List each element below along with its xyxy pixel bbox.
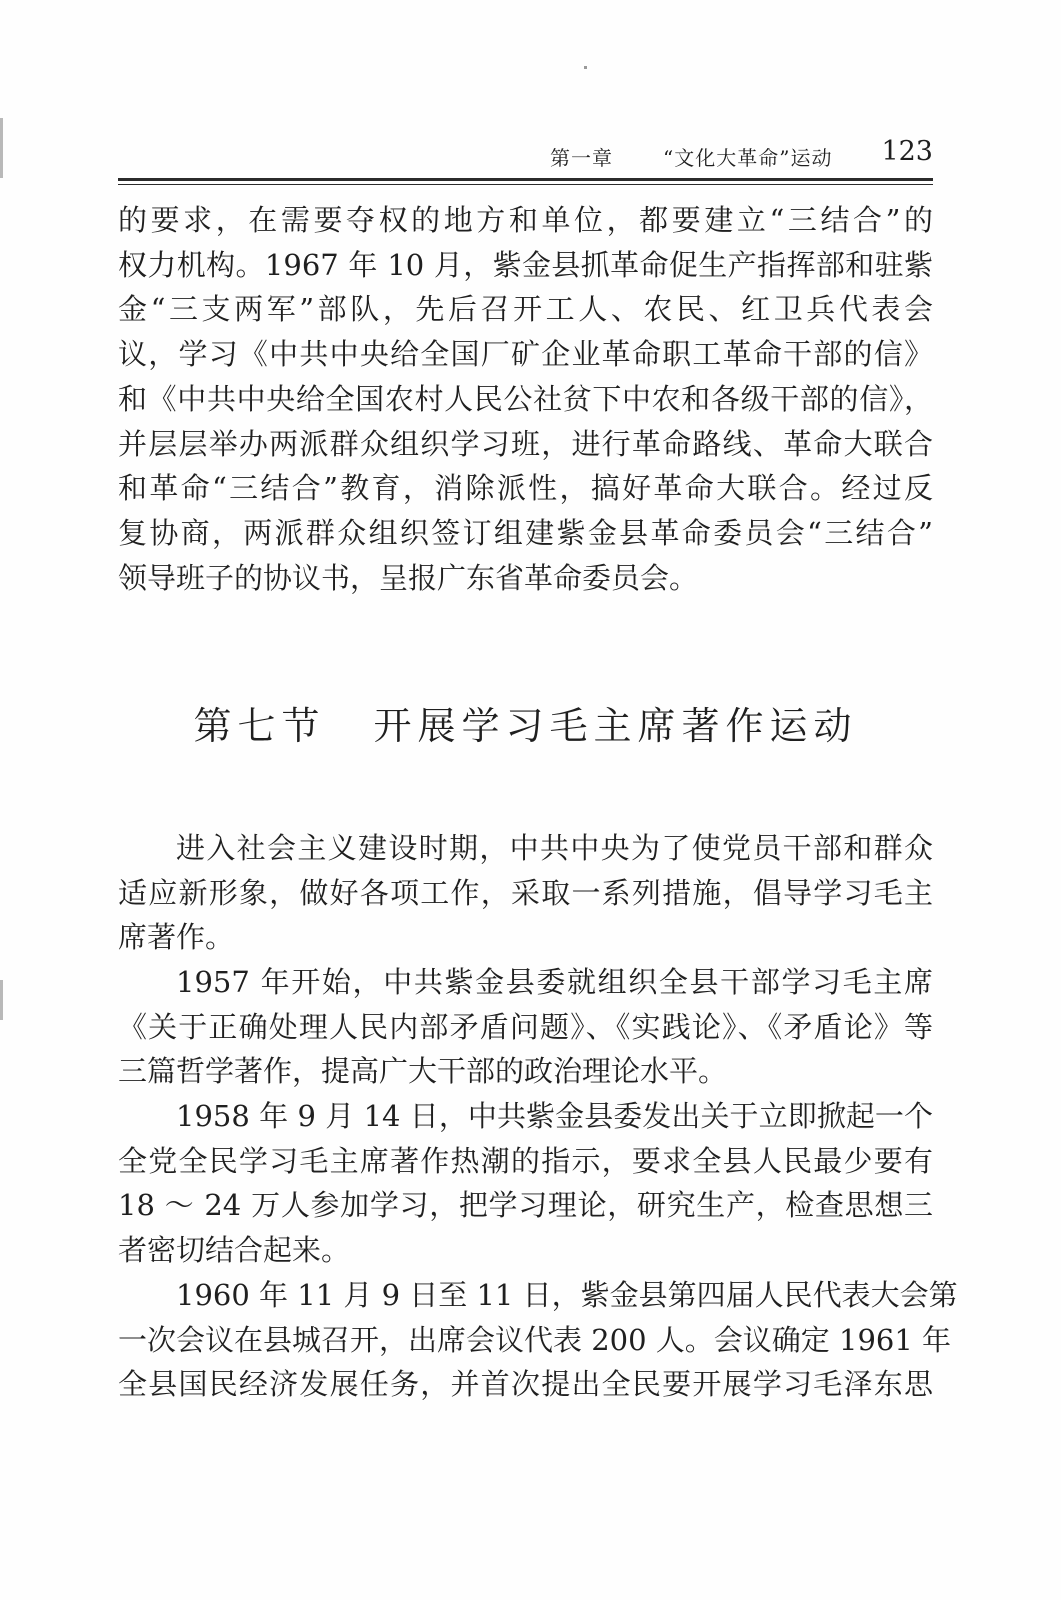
text-line: 和革命“三结合”教育，消除派性，搞好革命大联合。经过反	[118, 471, 933, 506]
text-line: 1957 年开始，中共紫金县委就组织全县干部学习毛主席	[176, 965, 933, 999]
continuation-paragraph	[118, 198, 933, 600]
header-rule-thin	[118, 184, 933, 185]
scan-edge-mark	[0, 118, 3, 178]
text-line: 进入社会主义建设时期，中共中央为了使党员干部和群众	[176, 831, 933, 865]
text-line: 权力机构。1967 年 10 月，紫金县抓革命促生产指挥部和驻紫	[118, 247, 933, 282]
paragraph	[118, 1273, 958, 1407]
paragraph	[118, 1094, 933, 1273]
text-line: 领导班子的协议书，呈报广东省革命委员会。	[118, 560, 699, 595]
text-line: 复协商，两派群众组织签订组建紫金县革命委员会“三结合”	[118, 515, 933, 550]
section-title: 开展学习毛主席著作运动	[373, 704, 858, 748]
text-line: 全党全民学习毛主席著作热潮的指示，要求全县人民最少要有	[118, 1143, 933, 1178]
text-line: 金“三支两军”部队，先后召开工人、农民、红卫兵代表会	[118, 292, 933, 327]
text-line: 的要求，在需要夺权的地方和单位，都要建立“三结合”的	[118, 203, 933, 237]
section-number: 第七节	[193, 704, 326, 748]
text-line: 席著作。	[118, 920, 235, 955]
text-line: 18 ～ 24 万人参加学习，把学习理论，研究生产，检查思想三	[118, 1188, 933, 1223]
paragraph	[118, 960, 933, 1094]
text-line: 适应新形象，做好各项工作，采取一系列措施，倡导学习毛主	[118, 875, 933, 910]
text-line: 1960 年 11 月 9 日至 11 日，紫金县第四届人民代表大会第	[176, 1278, 958, 1312]
text-line: 议，学习《中共中央给全国厂矿企业革命职工革命干部的信》	[118, 337, 933, 372]
header-chapter: 第一章	[550, 146, 613, 170]
text-line: 一次会议在县城召开，出席会议代表 200 人。会议确定 1961 年	[118, 1322, 952, 1357]
running-header	[118, 138, 933, 174]
text-line: 和《中共中央给全国农村人民公社贫下中农和各级干部的信》，	[118, 381, 933, 416]
scan-dot	[584, 66, 587, 69]
header-chapter-title: “文化大革命”运动	[663, 146, 833, 170]
text-line: 1958 年 9 月 14 日，中共紫金县委发出关于立即掀起一个	[176, 1099, 933, 1133]
scan-edge-mark	[0, 980, 3, 1020]
text-line: 《关于正确处理人民内部矛盾问题》、《实践论》、《矛盾论》等	[118, 1009, 933, 1044]
text-line: 者密切结合起来。	[118, 1233, 351, 1268]
header-rule	[118, 178, 933, 181]
text-line: 全县国民经济发展任务，并首次提出全民要开展学习毛泽东思	[118, 1367, 933, 1402]
section-heading	[118, 695, 933, 750]
paragraph	[118, 826, 933, 960]
page-number: 123	[881, 136, 933, 167]
text-line: 三篇哲学著作，提高广大干部的政治理论水平。	[118, 1054, 728, 1089]
text-line: 并层层举办两派群众组织学习班，进行革命路线、革命大联合	[118, 426, 933, 461]
